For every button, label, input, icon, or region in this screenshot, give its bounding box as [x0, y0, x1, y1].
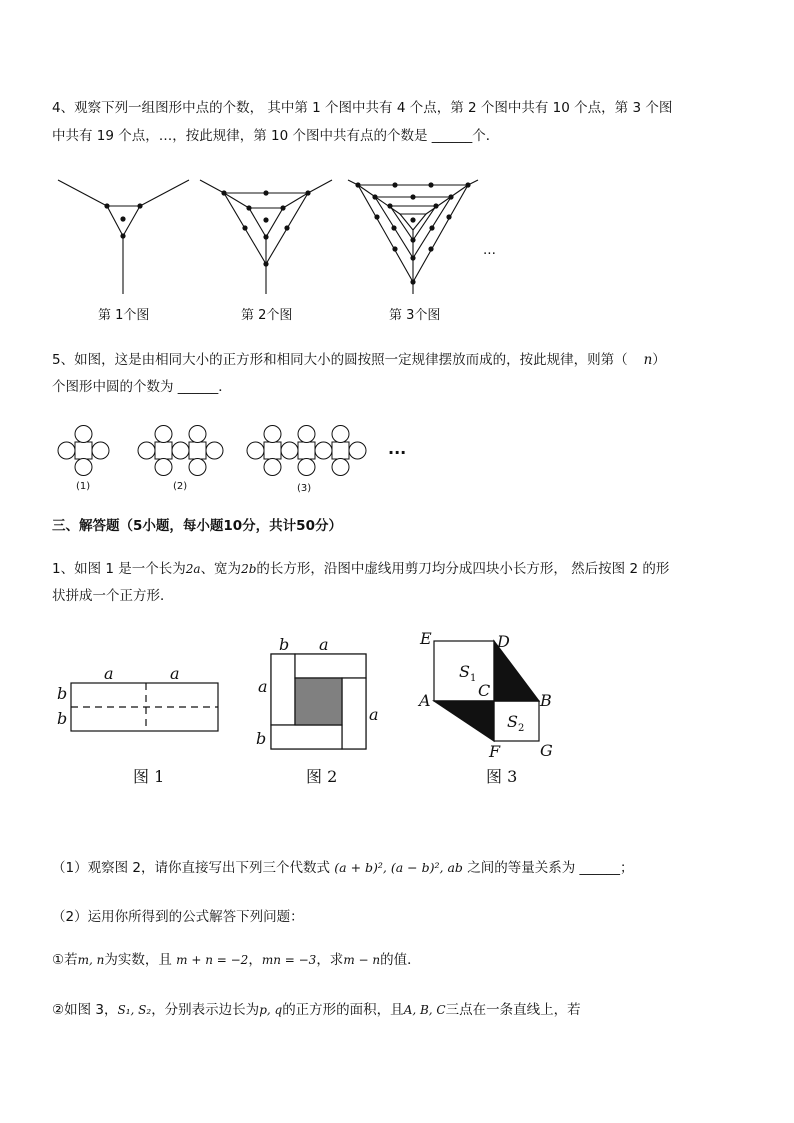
p1-sub1-a: （1）观察图 2，请你直接写出下列三个代数式 [52, 860, 330, 876]
p1-item1-e: 的值． [380, 952, 421, 968]
fig3-label-E: E [420, 629, 432, 648]
fig3-label-F: F [489, 742, 501, 761]
p1-line1-b: 、宽为 [200, 561, 242, 577]
fig1-label-b1: b [57, 684, 68, 703]
q4-line1: 4、观察下列一组图形中点的个数， 其中第 1 个图中共有 4 个点，第 2 个图中共有 10 个点，第 3 个图 [52, 100, 673, 116]
p1-line1-a: 1、如图 1 是一个长为 [52, 561, 186, 577]
p1-item2-abc: A, B, C [403, 1003, 446, 1017]
fig3-caption: 图 3 [486, 767, 518, 786]
fig2-label-b-left: b [256, 729, 267, 748]
q4-line2: 中共有 19 个点，…，按此规律，第 10 个图中共有点的个数是 ______个． [52, 128, 500, 144]
fig2-label-b-top: b [279, 635, 290, 654]
p1-sub2: （2）运用你所得到的公式解答下列问题： [52, 909, 304, 925]
fig3-label-S2-sub: 2 [518, 723, 525, 734]
section-title: 三、解答题（5小题，每小题10分，共计50分） [52, 518, 342, 534]
q4-ellipsis: ... [483, 242, 496, 258]
p1-item1-b: 为实数，且 [104, 952, 172, 968]
p1-item1-a: ①若 [52, 952, 78, 968]
fig1-label-a2: a [170, 664, 180, 683]
fig1-caption: 图 1 [133, 767, 165, 786]
p1-line2: 状拼成一个正方形． [52, 588, 174, 604]
fig3-label-B: B [540, 691, 552, 710]
p1-item1-d: ，求 [316, 952, 344, 968]
p1-item1-mn: m, n [77, 953, 105, 967]
q5-ellipsis: ··· [388, 443, 407, 462]
q5-caption-2: (2) [173, 481, 188, 492]
q5-line1-end: ） [652, 352, 666, 368]
p1-item2-c: 的正方形的面积，且 [282, 1002, 404, 1018]
p1-item2-a: ②如图 3， [52, 1002, 118, 1018]
q5-line2: 个图形中圆的个数为 ______． [52, 379, 232, 395]
fig3-label-S1-sub: 1 [470, 673, 477, 684]
p1-item2-b: ，分别表示边长为 [151, 1002, 260, 1018]
fig1-label-b2: b [57, 709, 68, 728]
p1-item1-eq2: mn = −3 [261, 953, 317, 967]
p1-item2-s: S₁, S₂ [117, 1003, 152, 1017]
p1-item1-c: ， [248, 952, 262, 968]
fig3-label-C: C [478, 681, 491, 700]
fig2-caption: 图 2 [306, 767, 338, 786]
p1-var-2b: 2b [241, 562, 257, 576]
q4-caption-3: 第 3个图 [389, 308, 441, 323]
fig3-label-S2: S [507, 712, 518, 731]
p1-figure-2 [271, 654, 366, 749]
fig2-label-a-right: a [369, 705, 379, 724]
q5-caption-1: (1) [76, 481, 91, 492]
q5-caption-3: (3) [297, 483, 312, 494]
p1-var-2a: 2a [185, 562, 201, 576]
p1-item1 [52, 950, 421, 970]
fig3-label-S1: S [459, 662, 470, 681]
p1-figure-1 [57, 664, 218, 786]
q4-caption-1: 第 1个图 [98, 308, 150, 323]
fig3-label-D: D [497, 632, 510, 651]
p1-item1-expr: m − n [343, 953, 381, 967]
fig1-label-a1: a [104, 664, 114, 683]
fig3-label-G: G [540, 741, 553, 760]
fig2-label-a-left: a [258, 677, 268, 696]
p1-sub1-expr: (a + b)², (a − b)², ab [334, 860, 463, 875]
p1-item1-eq1: m + n = −2 [176, 953, 249, 967]
q5-line1-text: 5、如图，这是由相同大小的正方形和相同大小的圆按照一定规律摆放而成的，按此规律，则第（ [52, 352, 628, 368]
p1-line1-c: 的长方形，沿图中虚线用剪刀均分成四块小长方形， 然后按图 2 的形 [256, 561, 670, 577]
p1-sub1-b: 之间的等量关系为 ______； [467, 860, 634, 876]
p1-item2 [52, 1000, 581, 1020]
q5-var-n: n [643, 352, 653, 368]
p1-item2-pq: p, q [259, 1003, 283, 1017]
p1-sub1 [52, 858, 634, 878]
p1-item2-d: 三点在一条直线上，若 [445, 1002, 581, 1018]
q4-caption-2: 第 2个图 [241, 308, 293, 323]
fig2-label-a-top: a [319, 635, 329, 654]
fig3-label-A: A [419, 691, 431, 710]
